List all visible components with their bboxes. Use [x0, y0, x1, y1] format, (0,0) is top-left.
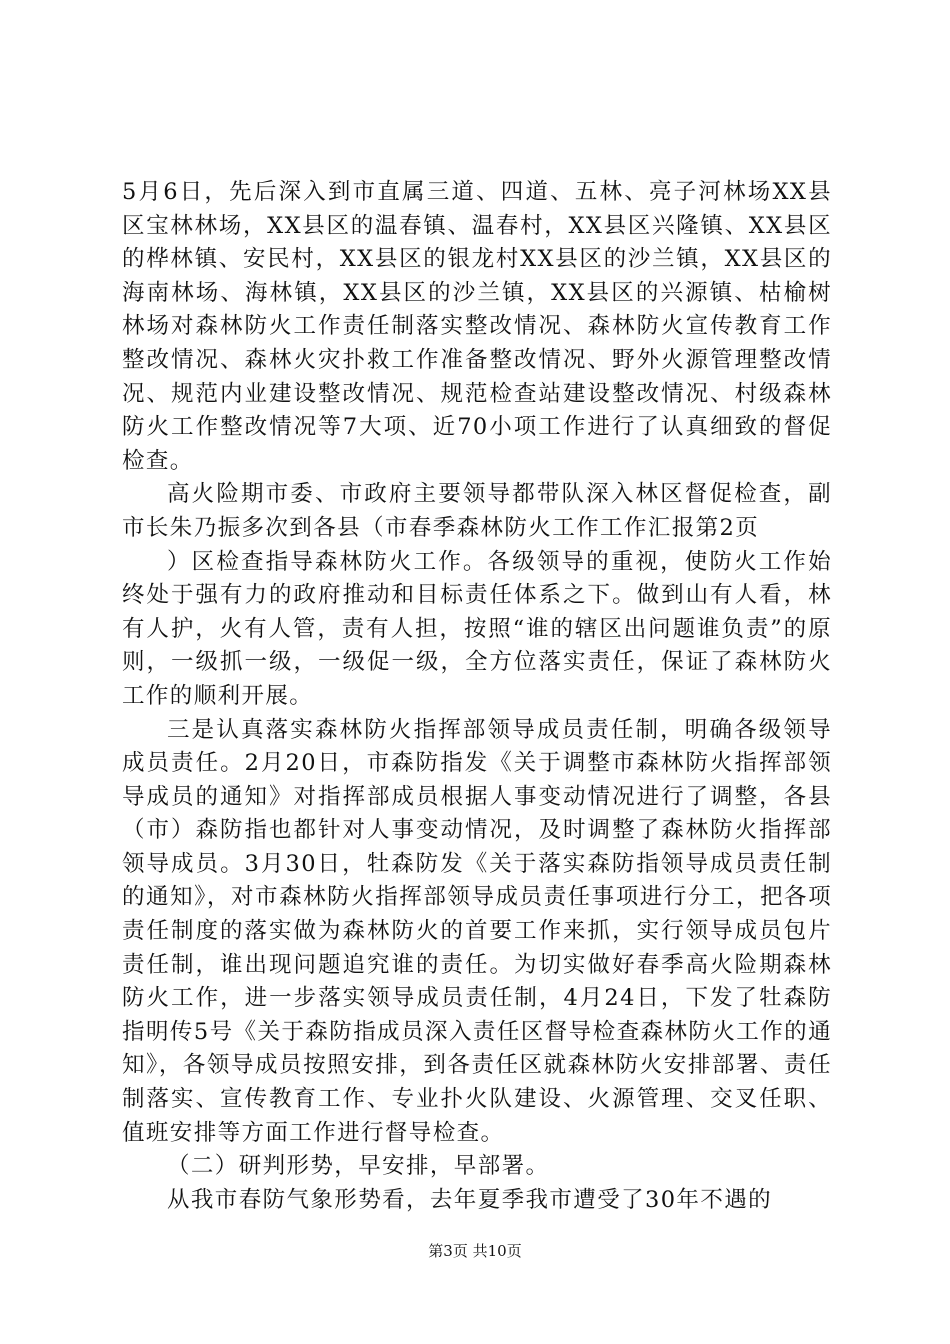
page-number-footer: 第3页 共10页 [428, 1242, 522, 1260]
document-body [122, 176, 832, 1217]
paragraph-leadership-inspection: 高火险期市委、市政府主要领导都带队深入林区督促检查，副市长朱乃振多次到各县（市春季森林防火工作工作汇报第2页 [122, 481, 832, 541]
paragraph-inspection-summary: 5月6日，先后深入到市直属三道、四道、五林、亮子河林场XX县区宝林林场，XX县区的温春镇、温春村，XX县区兴隆镇、XX县区的桦林镇、安民村，XX县区的银龙村XX县区的沙兰镇，XX县区的海南林场、海林镇，XX县区的沙兰镇，XX县区的兴源镇、枯榆树林场对森林防火工作责任制落实整改情况、森林防火宣传教育工作整改情况、森林火灾扑救工作准备整改情况、野外火源管理整改情况、规范内业建设整改情况、规范检查站建设整改情况、村级森林防火工作整改情况等7大项、近70小项工作进行了认真细致的督促检查。 [122, 179, 832, 474]
paragraph-guidance-responsibility: ）区检查指导森林防火工作。各级领导的重视，使防火工作始终处于强有力的政府推动和目标责任体系之下。做到山有人看，林有人护，火有人管，责有人担，按照“谁的辖区出问题谁负责”的原则，一级抓一级，一级促一级，全方位落实责任，保证了森林防火工作的顺利开展。 [122, 548, 832, 709]
section-heading-situation: （二）研判形势，早安排，早部署。 [167, 1153, 550, 1180]
paragraph-command-responsibility: 三是认真落实森林防火指挥部领导成员责任制，明确各级领导成员责任。2月20日，市森防指发《关于调整市森林防火指挥部领导成员的通知》对指挥部成员根据人事变动情况进行了调整，各县（市）森防指也都针对人事变动情况，及时调整了森林防火指挥部领导成员。3月30日，牡森防发《关于落实森防指领导成员责任制的通知》，对市森林防火指挥部领导成员责任事项进行分工，把各项责任制度的落实做为森林防火的首要工作来抓，实行领导成员包片责任制，谁出现问题追究谁的责任。为切实做好春季高火险期森林防火工作，进一步落实领导成员责任制，4月24日，下发了牡森防指明传5号《关于森防指成员深入责任区督导检查森林防火工作的通知》，各领导成员按照安排，到各责任区就森林防火安排部署、责任制落实、宣传教育工作、专业扑火队建设、火源管理、交叉任职、值班安排等方面工作进行督导检查。 [122, 716, 832, 1146]
paragraph-weather-situation: 从我市春防气象形势看，去年夏季我市遭受了30年不遇的 [167, 1186, 773, 1213]
